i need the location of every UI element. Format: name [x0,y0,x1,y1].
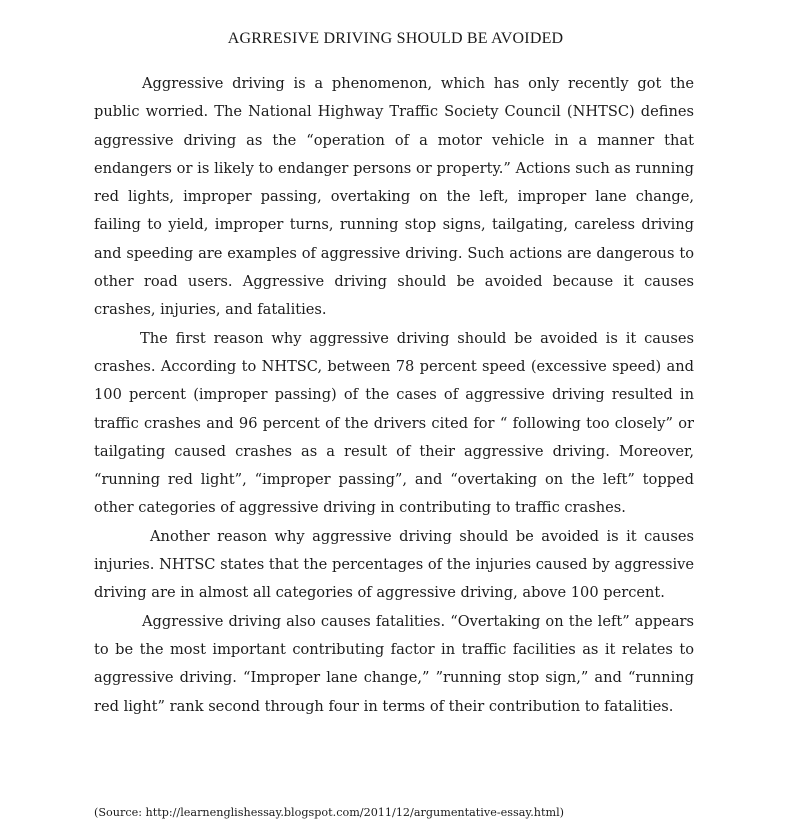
paragraph-crashes: The first reason why aggressive driving should be avoided is it causes crashes. According to NHTSC, between 78 percent speed (excessive speed) and 100 percent (improper passing) of the cases of aggressive driving resulted in traffic crashes and 96 percent of the drivers cited for “ following too closely” or tailgating caused crashes as a result of their aggressive driving. Moreover, “running red light”, “improper passing”, and “overtaking on the left” topped other categories of aggressive driving in contributing to traffic crashes. [94,329,694,517]
paragraph-injuries: Another reason why aggressive driving should be avoided is it causes injuries. NHTSC states that the percentages of the injuries caused by aggressive driving are in almost all categories of aggressive driving, above 100 percent. [94,527,694,602]
essay-title: AGRRESIVE DRIVING SHOULD BE AVOIDED [227,30,564,47]
source-citation: (Source: http://learnenglishessay.blogspot.com/2011/12/argumentative-essay.html) [94,806,565,819]
essay-body [94,70,694,721]
paragraph-introduction: Aggressive driving is a phenomenon, which has only recently got the public worried. The National Highway Traffic Society Council (NHTSC) defines aggressive driving as the “operation of a motor vehicle in a manner that endangers or is likely to endanger persons or property.” Actions such as running red lights, improper passing, overtaking on the left, improper lane change, failing to yield, improper turns, running stop signs, tailgating, careless driving and speeding are examples of aggressive driving. Such actions are dangerous to other road users. Aggressive driving should be avoided because it causes crashes, injuries, and fatalities. [94,75,694,319]
paragraph-fatalities: Aggressive driving also causes fatalities. “Overtaking on the left” appears to be the most important contributing factor in traffic facilities as it relates to aggressive driving. “Improper lane change,” ”running stop sign,” and “running red light” rank second through four in terms of their contribution to fatalities. [94,612,694,715]
